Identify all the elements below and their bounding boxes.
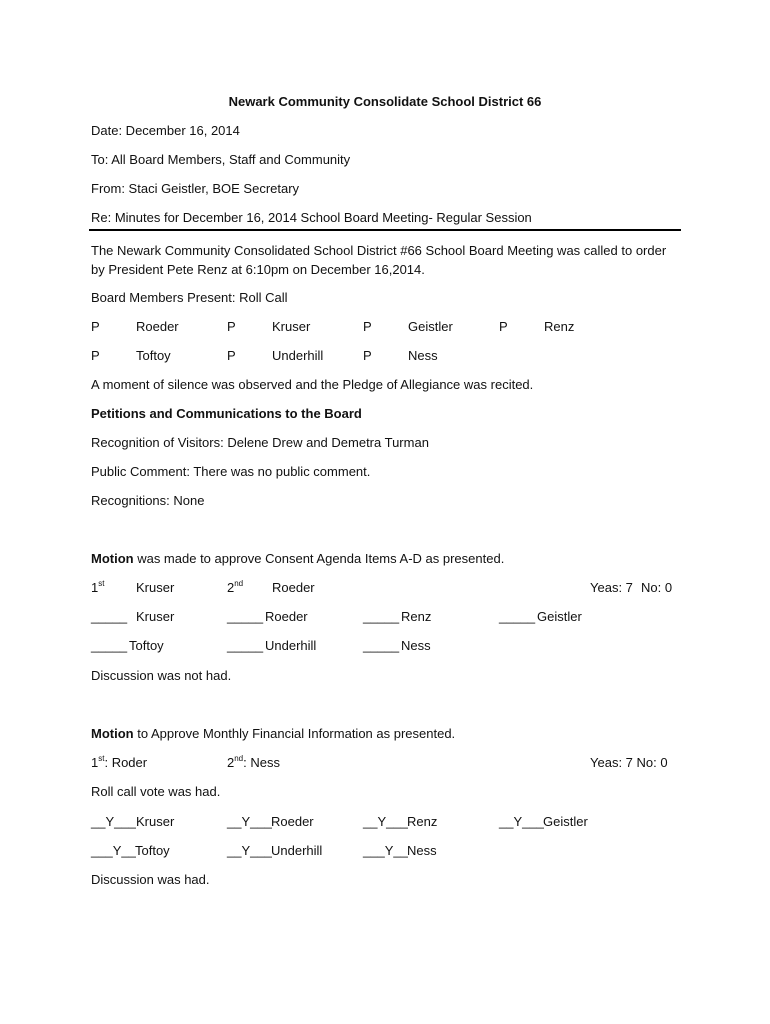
roll-mark: P — [499, 319, 508, 334]
vote-blank: __Y___ — [363, 814, 408, 829]
vote-blank: ___Y__ — [363, 843, 408, 858]
motion2-line — [91, 726, 455, 742]
petitions-heading: Petitions and Communications to the Board — [91, 406, 362, 421]
memo-re: Re: Minutes for December 16, 2014 School Board Meeting- Regular Session — [91, 210, 532, 225]
vote-blank: ___Y__ — [91, 843, 136, 858]
motion2-first — [91, 755, 147, 771]
vote-name: Roeder — [271, 814, 314, 829]
second-num: 2 — [227, 755, 235, 770]
roll-name: Kruser — [272, 319, 311, 334]
vote-blank: _____ — [227, 638, 264, 653]
first-num: 1 — [91, 755, 99, 770]
motion1-discussion: Discussion was not had. — [91, 668, 232, 683]
visitors-line: Recognition of Visitors: Delene Drew and Demetra Turman — [91, 435, 429, 450]
vote-name: Kruser — [136, 814, 175, 829]
motion1-first-name: Kruser — [136, 580, 175, 595]
motion1-line — [91, 551, 504, 567]
second-sup: nd — [234, 578, 244, 588]
vote-blank: _____ — [91, 609, 128, 624]
vote-name: Ness — [407, 843, 437, 858]
roll-mark: P — [91, 319, 100, 334]
first-sup: st — [98, 753, 105, 763]
motion2-text: to Approve Monthly Financial Information as presented. — [133, 726, 456, 741]
motion1-bold: Motion — [91, 551, 134, 566]
motion2-yeas: Yeas: 7 No: 0 — [590, 755, 668, 770]
motion1-first — [91, 580, 104, 596]
vote-blank: __Y___ — [91, 814, 136, 829]
vote-blank: _____ — [499, 609, 536, 624]
vote-blank: _____ — [227, 609, 264, 624]
roll-mark: P — [363, 319, 372, 334]
motion2-discussion: Discussion was had. — [91, 872, 210, 887]
motion1-second — [227, 580, 243, 596]
roll-mark: P — [227, 319, 236, 334]
roll-mark: P — [363, 348, 372, 363]
vote-name: Kruser — [136, 609, 175, 624]
roll-name: Roeder — [136, 319, 179, 334]
memo-from: From: Staci Geistler, BOE Secretary — [91, 181, 300, 196]
first-num: 1 — [91, 580, 99, 595]
public-comment-line: Public Comment: There was no public comment. — [91, 464, 371, 479]
vote-name: Underhill — [271, 843, 323, 858]
roll-mark: P — [91, 348, 100, 363]
second-name: : Ness — [243, 755, 280, 770]
roll-name: Geistler — [408, 319, 453, 334]
vote-name: Renz — [407, 814, 438, 829]
silence-line: A moment of silence was observed and the Pledge of Allegiance was recited. — [91, 377, 534, 392]
vote-name: Ness — [401, 638, 431, 653]
vote-blank: _____ — [363, 609, 400, 624]
intro-paragraph: The Newark Community Consolidated School District #66 School Board Meeting was called to order by President Pete Renz at 6:10pm on December 16,2014. — [91, 243, 667, 277]
recognitions-line: Recognitions: None — [91, 493, 205, 508]
roll-name: Renz — [544, 319, 575, 334]
motion2-second — [227, 755, 280, 771]
first-name: : Roder — [104, 755, 148, 770]
roll-call-label: Board Members Present: Roll Call — [91, 290, 288, 305]
roll-name: Underhill — [272, 348, 324, 363]
header-divider — [89, 229, 681, 231]
motion1-second-name: Roeder — [272, 580, 315, 595]
vote-blank: _____ — [363, 638, 400, 653]
vote-blank: __Y___ — [227, 843, 272, 858]
vote-name: Toftoy — [135, 843, 170, 858]
vote-name: Roeder — [265, 609, 308, 624]
motion1-text: was made to approve Consent Agenda Items A-D as presented. — [133, 551, 505, 566]
motion1-no: No: 0 — [641, 580, 673, 595]
vote-name: Underhill — [265, 638, 317, 653]
motion1-yeas: Yeas: 7 — [590, 580, 633, 595]
vote-name: Geistler — [543, 814, 588, 829]
motion2-roll: Roll call vote was had. — [91, 784, 221, 799]
vote-blank: __Y___ — [499, 814, 544, 829]
vote-name: Toftoy — [129, 638, 164, 653]
memo-date: Date: December 16, 2014 — [91, 123, 240, 138]
roll-name: Toftoy — [136, 348, 171, 363]
vote-name: Renz — [401, 609, 432, 624]
roll-mark: P — [227, 348, 236, 363]
second-sup: nd — [234, 753, 244, 763]
document-title: Newark Community Consolidate School District 66 — [228, 94, 542, 109]
motion2-bold: Motion — [91, 726, 134, 741]
vote-blank: __Y___ — [227, 814, 272, 829]
vote-name: Geistler — [537, 609, 582, 624]
vote-blank: _____ — [91, 638, 128, 653]
memo-to: To: All Board Members, Staff and Community — [91, 152, 351, 167]
roll-name: Ness — [408, 348, 438, 363]
first-sup: st — [98, 578, 105, 588]
second-num: 2 — [227, 580, 235, 595]
